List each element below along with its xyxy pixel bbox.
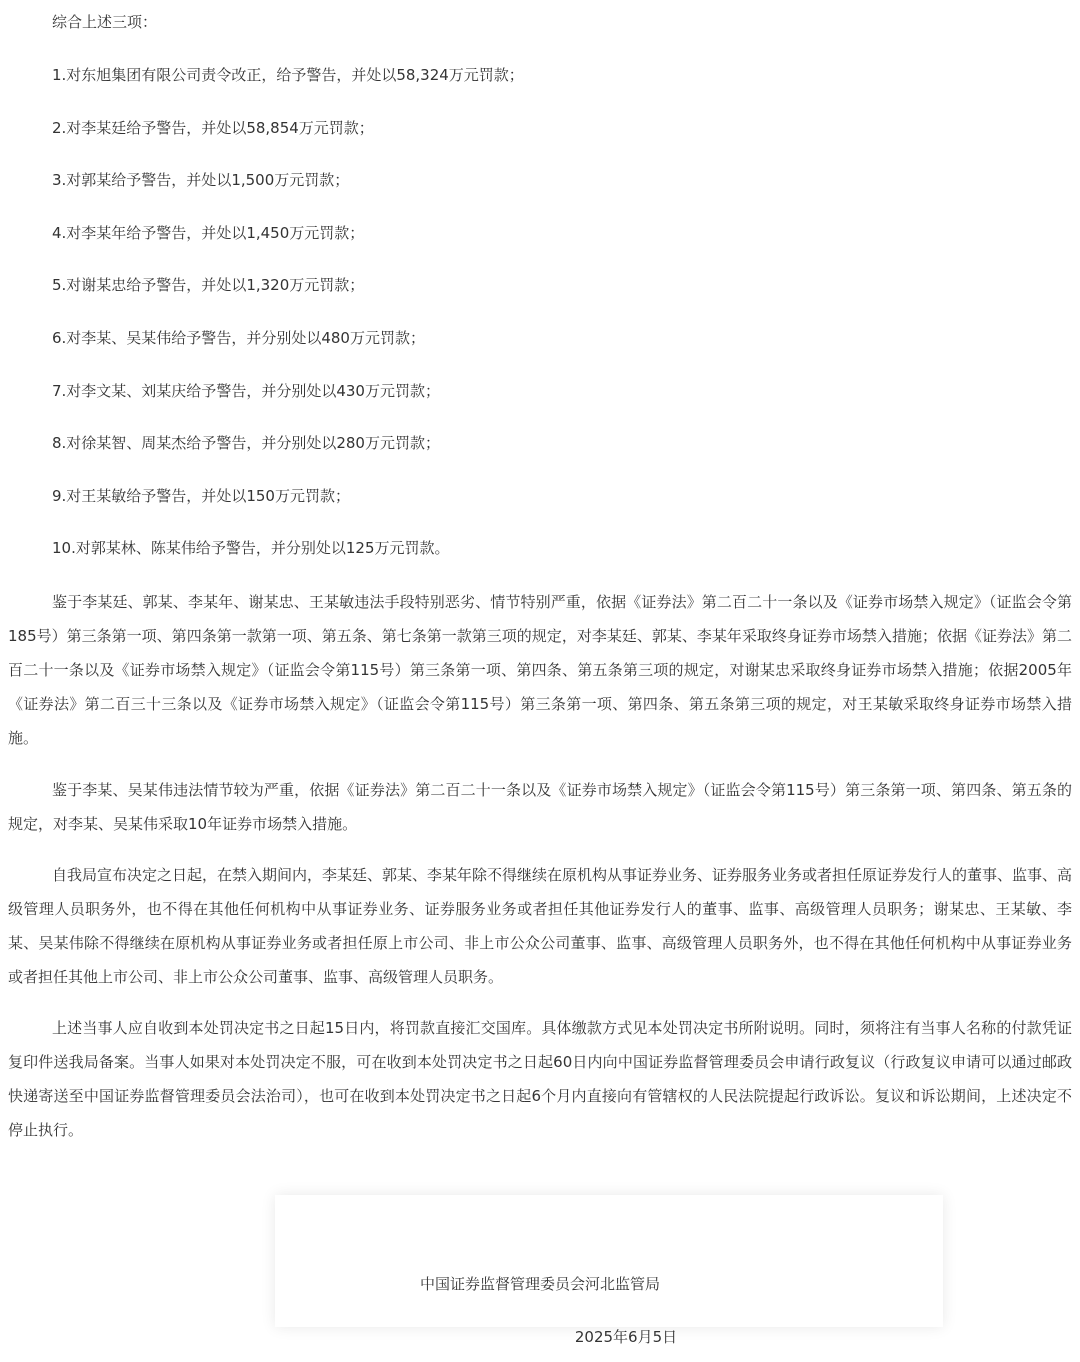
ban-scope-paragraph: 自我局宣布决定之日起，在禁入期间内，李某廷、郭某、李某年除不得继续在原机构从事证券业务、证券服务业务或者担任原证券发行人的董事、监事、高级管理人员职务外，也不得在其他任何机构中从事证券业务、证券服务业务或者担任其他证券发行人的董事、监事、高级管理人员职务；谢某忠、王某敏、李某、吴某伟除不得继续在原机构从事证券业务或者担任原上市公司、非上市公众公司董事、监事、高级管理人员职务外，也不得在其他任何机构中从事证券业务或者担任其他上市公司、非上市公众公司董事、监事、高级管理人员职务。 [8, 866, 1073, 986]
penalty-item: 2.对李某廷给予警告，并处以58,854万元罚款； [52, 118, 374, 137]
issue-date: 2025年6月5日 [574, 1328, 678, 1346]
signature-panel [275, 1195, 943, 1327]
penalty-item: 6.对李某、吴某伟给予警告，并分别处以480万元罚款； [52, 328, 425, 347]
penalty-item: 10.对郭某林、陈某伟给予警告，并分别处以125万元罚款。 [52, 539, 450, 558]
penalty-item: 7.对李文某、刘某庆给予警告，并分别处以430万元罚款； [52, 381, 440, 400]
issuing-authority: 中国证券监督管理委员会河北监管局 [419, 1275, 660, 1293]
penalty-item: 8.对徐某智、周某杰给予警告，并分别处以280万元罚款； [52, 434, 440, 453]
penalty-list [52, 63, 524, 589]
penalty-item: 5.对谢某忠给予警告，并处以1,320万元罚款； [52, 276, 365, 295]
market-ban-lifetime-paragraph: 鉴于李某廷、郭某、李某年、谢某忠、王某敏违法手段特别恶劣、情节特别严重，依据《证券法》第二百二十一条以及《证券市场禁入规定》（证监会令第185号）第三条第一项、第四条第一款第一项、第五条、第七条第一款第三项的规定，对李某廷、郭某、李某年采取终身证券市场禁入措施；依据《证券法》第二百二十一条以及《证券市场禁入规定》（证监会令第115号）第三条第一项、第四条、第五条第三项的规定，对谢某忠采取终身证券市场禁入措施；依据2005年《证券法》第二百三十三条以及《证券市场禁入规定》（证监会令第115号）第三条第一项、第四条、第五条第三项的规定，对王某敏采取终身证券市场禁入措施。 [8, 593, 1072, 747]
penalty-item: 4.对李某年给予警告，并处以1,450万元罚款； [52, 223, 365, 242]
penalty-item: 1.对东旭集团有限公司责令改正，给予警告，并处以58,324万元罚款； [52, 66, 524, 84]
intro-line: 综合上述三项： [52, 13, 158, 31]
market-ban-ten-year-paragraph: 鉴于李某、吴某伟违法情节较为严重，依据《证券法》第二百二十一条以及《证券市场禁入规定》（证监会令第115号）第三条第一项、第四条、第五条的规定，对李某、吴某伟采取10年证券市场禁入措施。 [8, 781, 1072, 833]
payment-and-appeal-paragraph: 上述当事人应自收到本处罚决定书之日起15日内，将罚款直接汇交国库。具体缴款方式见本处罚决定书所附说明。同时，须将注有当事人名称的付款凭证复印件送我局备案。当事人如果对本处罚决定不服，可在收到本处罚决定书之日起60日内向中国证券监督管理委员会申请行政复议（行政复议申请可以通过邮政快递寄送至中国证券监督管理委员会法治司），也可在收到本处罚决定书之日起6个月内直接向有管辖权的人民法院提起行政诉讼。复议和诉讼期间，上述决定不停止执行。 [8, 1019, 1072, 1139]
penalty-item: 3.对郭某给予警告，并处以1,500万元罚款； [52, 171, 350, 190]
penalty-item: 9.对王某敏给予警告，并处以150万元罚款； [52, 486, 350, 505]
